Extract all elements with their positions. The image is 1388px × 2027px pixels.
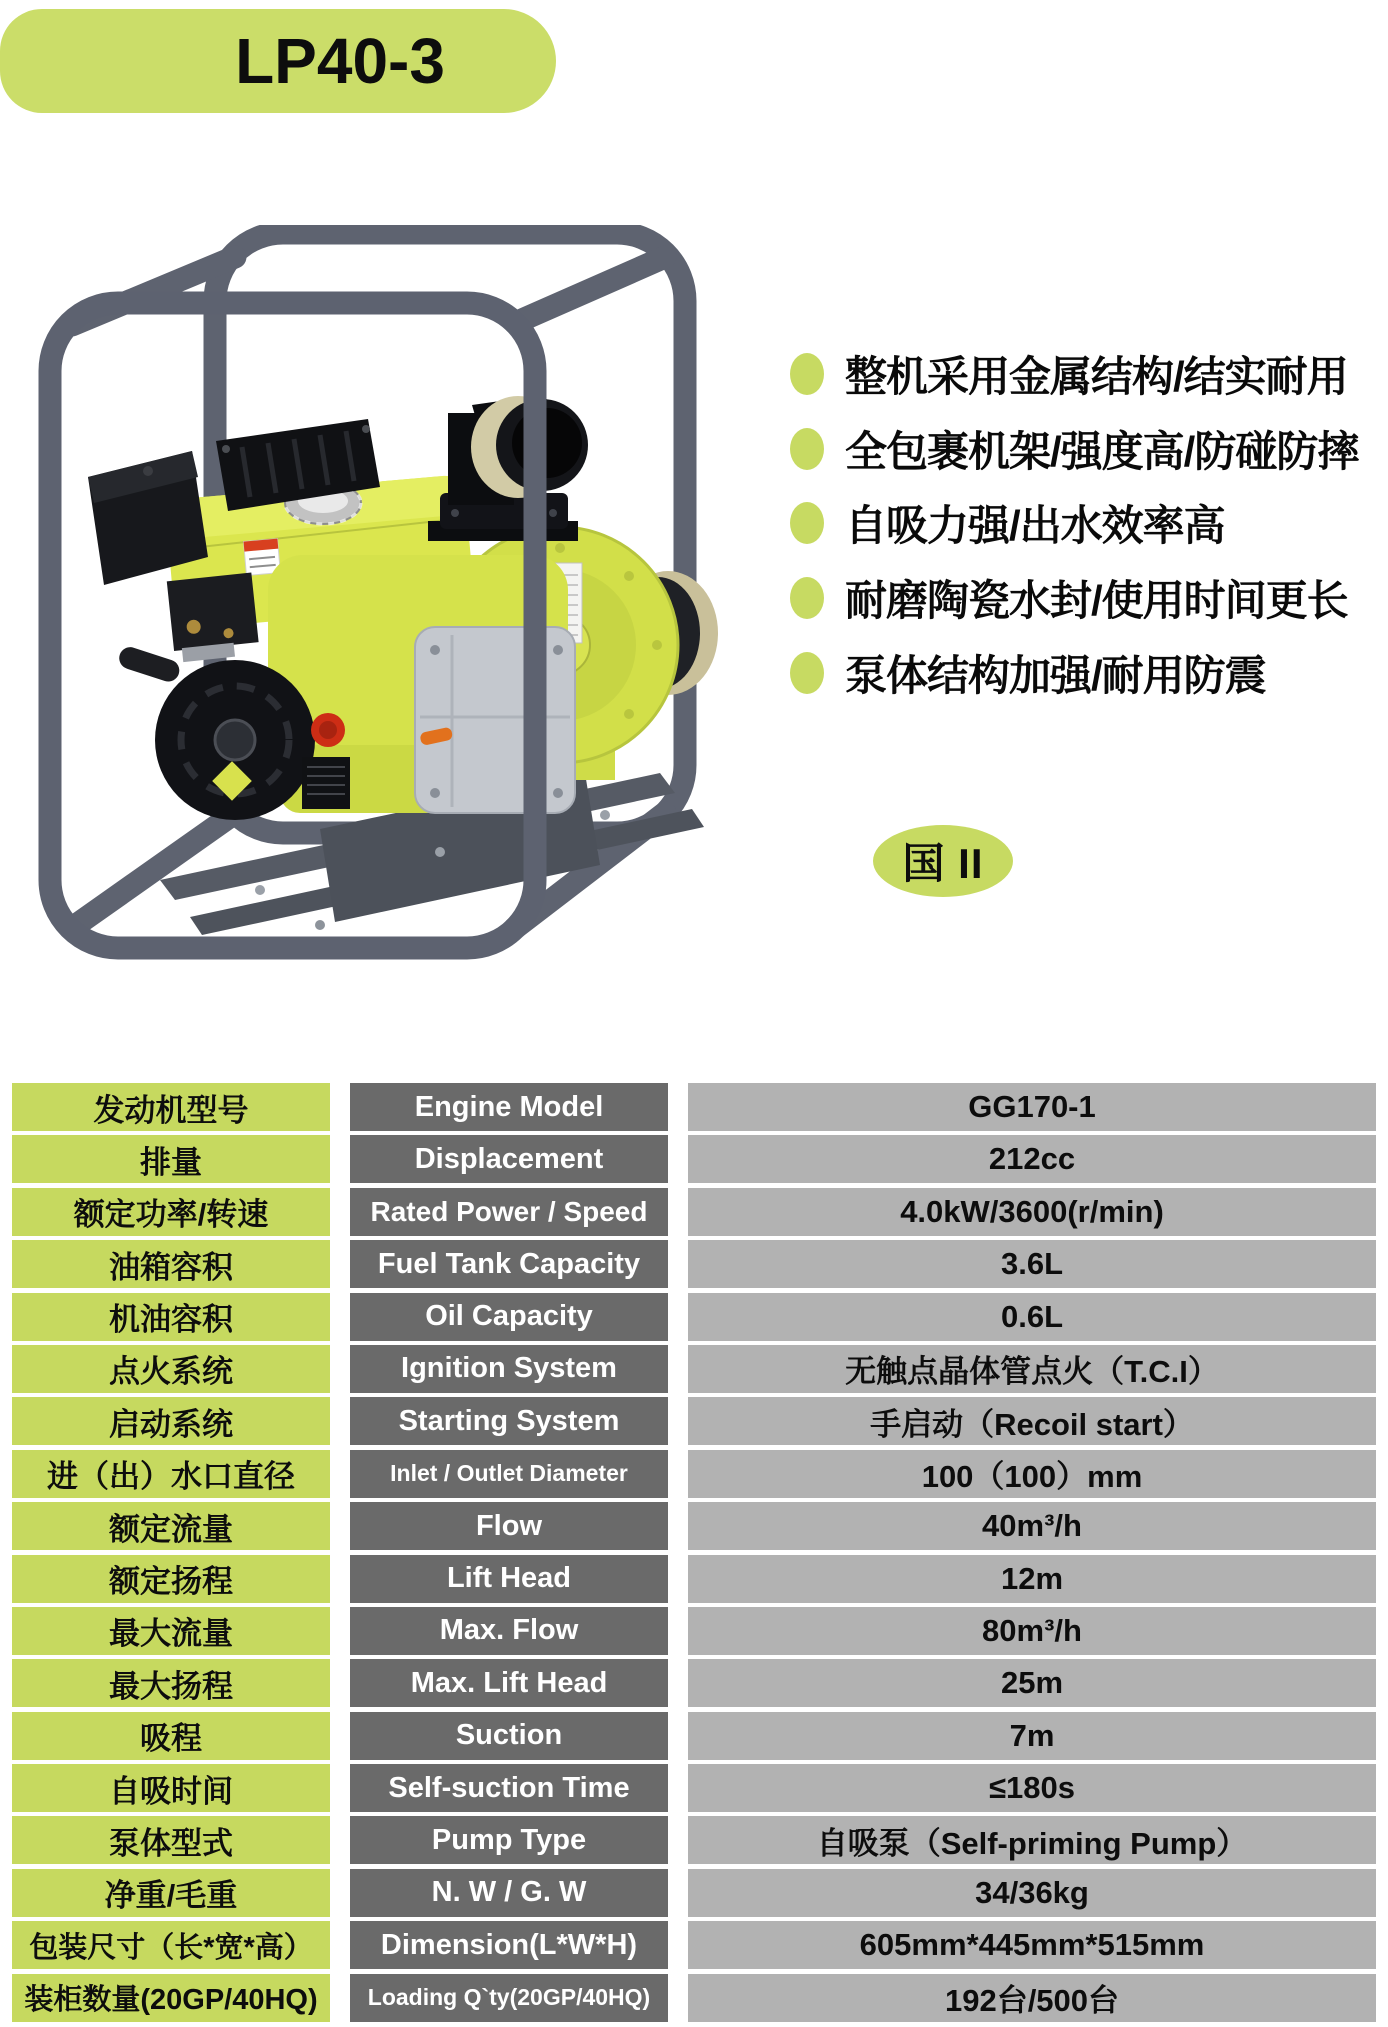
- recoil-starter: [155, 660, 315, 820]
- bullet-dot-icon: [790, 577, 824, 619]
- spec-label-en: Starting System: [350, 1397, 668, 1445]
- spec-row: [0, 1345, 1388, 1393]
- oil-cap: [311, 713, 345, 747]
- spec-value: 100（100）mm: [688, 1450, 1376, 1498]
- spec-label-zh: 点火系统: [12, 1345, 330, 1393]
- feature-item: [790, 337, 1358, 412]
- spec-label-zh: 机油容积: [12, 1293, 330, 1341]
- feature-text: 耐磨陶瓷水封/使用时间更长: [845, 577, 1348, 625]
- spec-row: [0, 1921, 1388, 1969]
- spec-row: [0, 1188, 1388, 1236]
- spec-label-zh: 额定流量: [12, 1502, 330, 1550]
- spec-label-zh: 吸程: [12, 1712, 330, 1760]
- spec-label-en: Suction: [350, 1712, 668, 1760]
- feature-text: 泵体结构加强/耐用防震: [845, 651, 1266, 699]
- spec-value: 4.0kW/3600(r/min): [688, 1188, 1376, 1236]
- spec-label-zh: 最大流量: [12, 1607, 330, 1655]
- spec-value: 192台/500台: [688, 1974, 1376, 2022]
- spec-value: 25m: [688, 1659, 1376, 1707]
- feature-text: 全包裹机架/强度高/防碰防摔: [845, 427, 1359, 475]
- spec-label-en: Flow: [350, 1502, 668, 1550]
- feature-item: [790, 412, 1358, 487]
- spec-label-zh: 装柜数量(20GP/40HQ): [12, 1974, 330, 2022]
- spec-row: [0, 1869, 1388, 1917]
- product-model-text: LP40-3: [235, 25, 445, 97]
- spec-value: 无触点晶体管点火（T.C.I）: [688, 1345, 1376, 1393]
- spec-label-zh: 发动机型号: [12, 1083, 330, 1131]
- spec-value: 34/36kg: [688, 1869, 1376, 1917]
- spec-row: [0, 1397, 1388, 1445]
- discharge-elbow: [428, 395, 588, 541]
- bullet-dot-icon: [790, 502, 824, 544]
- spec-label-en: Self-suction Time: [350, 1764, 668, 1812]
- spec-label-en: Max. Lift Head: [350, 1659, 668, 1707]
- feature-item: [790, 635, 1358, 710]
- spec-row: [0, 1083, 1388, 1131]
- spec-label-zh: 泵体型式: [12, 1816, 330, 1864]
- feature-text: 整机采用金属结构/结实耐用: [845, 353, 1348, 401]
- spec-label-zh: 启动系统: [12, 1397, 330, 1445]
- bullet-dot-icon: [790, 652, 824, 694]
- feature-item: [790, 561, 1358, 636]
- spec-value: 7m: [688, 1712, 1376, 1760]
- spec-row: [0, 1764, 1388, 1812]
- spec-label-en: Inlet / Outlet Diameter: [350, 1450, 668, 1498]
- spec-row: [0, 1450, 1388, 1498]
- spec-row: [0, 1135, 1388, 1183]
- spec-label-zh: 自吸时间: [12, 1764, 330, 1812]
- crankcase: [415, 627, 575, 813]
- spec-label-en: Pump Type: [350, 1816, 668, 1864]
- feature-list: [790, 337, 1358, 710]
- spec-label-en: N. W / G. W: [350, 1869, 668, 1917]
- spec-label-zh: 额定功率/转速: [12, 1188, 330, 1236]
- spec-row: [0, 1607, 1388, 1655]
- spec-value: 手启动（Recoil start）: [688, 1397, 1376, 1445]
- spec-row: [0, 1502, 1388, 1550]
- spec-value: 605mm*445mm*515mm: [688, 1921, 1376, 1969]
- spec-value: 自吸泵（Self-priming Pump）: [688, 1816, 1376, 1864]
- spec-label-en: Engine Model: [350, 1083, 668, 1131]
- carburetor: [167, 572, 260, 662]
- spec-value: ≤180s: [688, 1764, 1376, 1812]
- spec-label-en: Oil Capacity: [350, 1293, 668, 1341]
- product-model-badge: [0, 9, 556, 113]
- spec-label-zh: 最大扬程: [12, 1659, 330, 1707]
- spec-label-en: Max. Flow: [350, 1607, 668, 1655]
- spec-value: 80m³/h: [688, 1607, 1376, 1655]
- spec-label-en: Loading Q`ty(20GP/40HQ): [350, 1974, 668, 2022]
- spec-label-en: Fuel Tank Capacity: [350, 1240, 668, 1288]
- handle-grip: [116, 644, 182, 684]
- product-photo: [20, 225, 740, 960]
- spec-row: [0, 1712, 1388, 1760]
- spec-label-en: Ignition System: [350, 1345, 668, 1393]
- spec-value: 3.6L: [688, 1240, 1376, 1288]
- spec-value: GG170-1: [688, 1083, 1376, 1131]
- spec-value: 40m³/h: [688, 1502, 1376, 1550]
- spec-label-zh: 油箱容积: [12, 1240, 330, 1288]
- feature-item: [790, 486, 1358, 561]
- feature-text: 自吸力强/出水效率高: [845, 502, 1225, 550]
- emission-standard-text: 国 II: [902, 840, 984, 887]
- spec-value: 12m: [688, 1555, 1376, 1603]
- spec-row: [0, 1240, 1388, 1288]
- spec-label-en: Lift Head: [350, 1555, 668, 1603]
- engine-spec-label: [302, 757, 350, 809]
- spec-row: [0, 1555, 1388, 1603]
- spec-table: [0, 1083, 1388, 2026]
- spec-label-zh: 额定扬程: [12, 1555, 330, 1603]
- spec-label-zh: 排量: [12, 1135, 330, 1183]
- spec-value: 212cc: [688, 1135, 1376, 1183]
- bullet-dot-icon: [790, 428, 824, 470]
- spec-label-en: Displacement: [350, 1135, 668, 1183]
- spec-label-zh: 进（出）水口直径: [12, 1450, 330, 1498]
- spec-row: [0, 1816, 1388, 1864]
- spec-label-en: Rated Power / Speed: [350, 1188, 668, 1236]
- spec-row: [0, 1293, 1388, 1341]
- spec-row: [0, 1659, 1388, 1707]
- spec-label-en: Dimension(L*W*H): [350, 1921, 668, 1969]
- spec-value: 0.6L: [688, 1293, 1376, 1341]
- spec-label-zh: 净重/毛重: [12, 1869, 330, 1917]
- bullet-dot-icon: [790, 353, 824, 395]
- spec-label-zh: 包装尺寸（长*宽*高）: [12, 1921, 330, 1969]
- spec-row: [0, 1974, 1388, 2022]
- emission-standard-badge: [873, 825, 1013, 897]
